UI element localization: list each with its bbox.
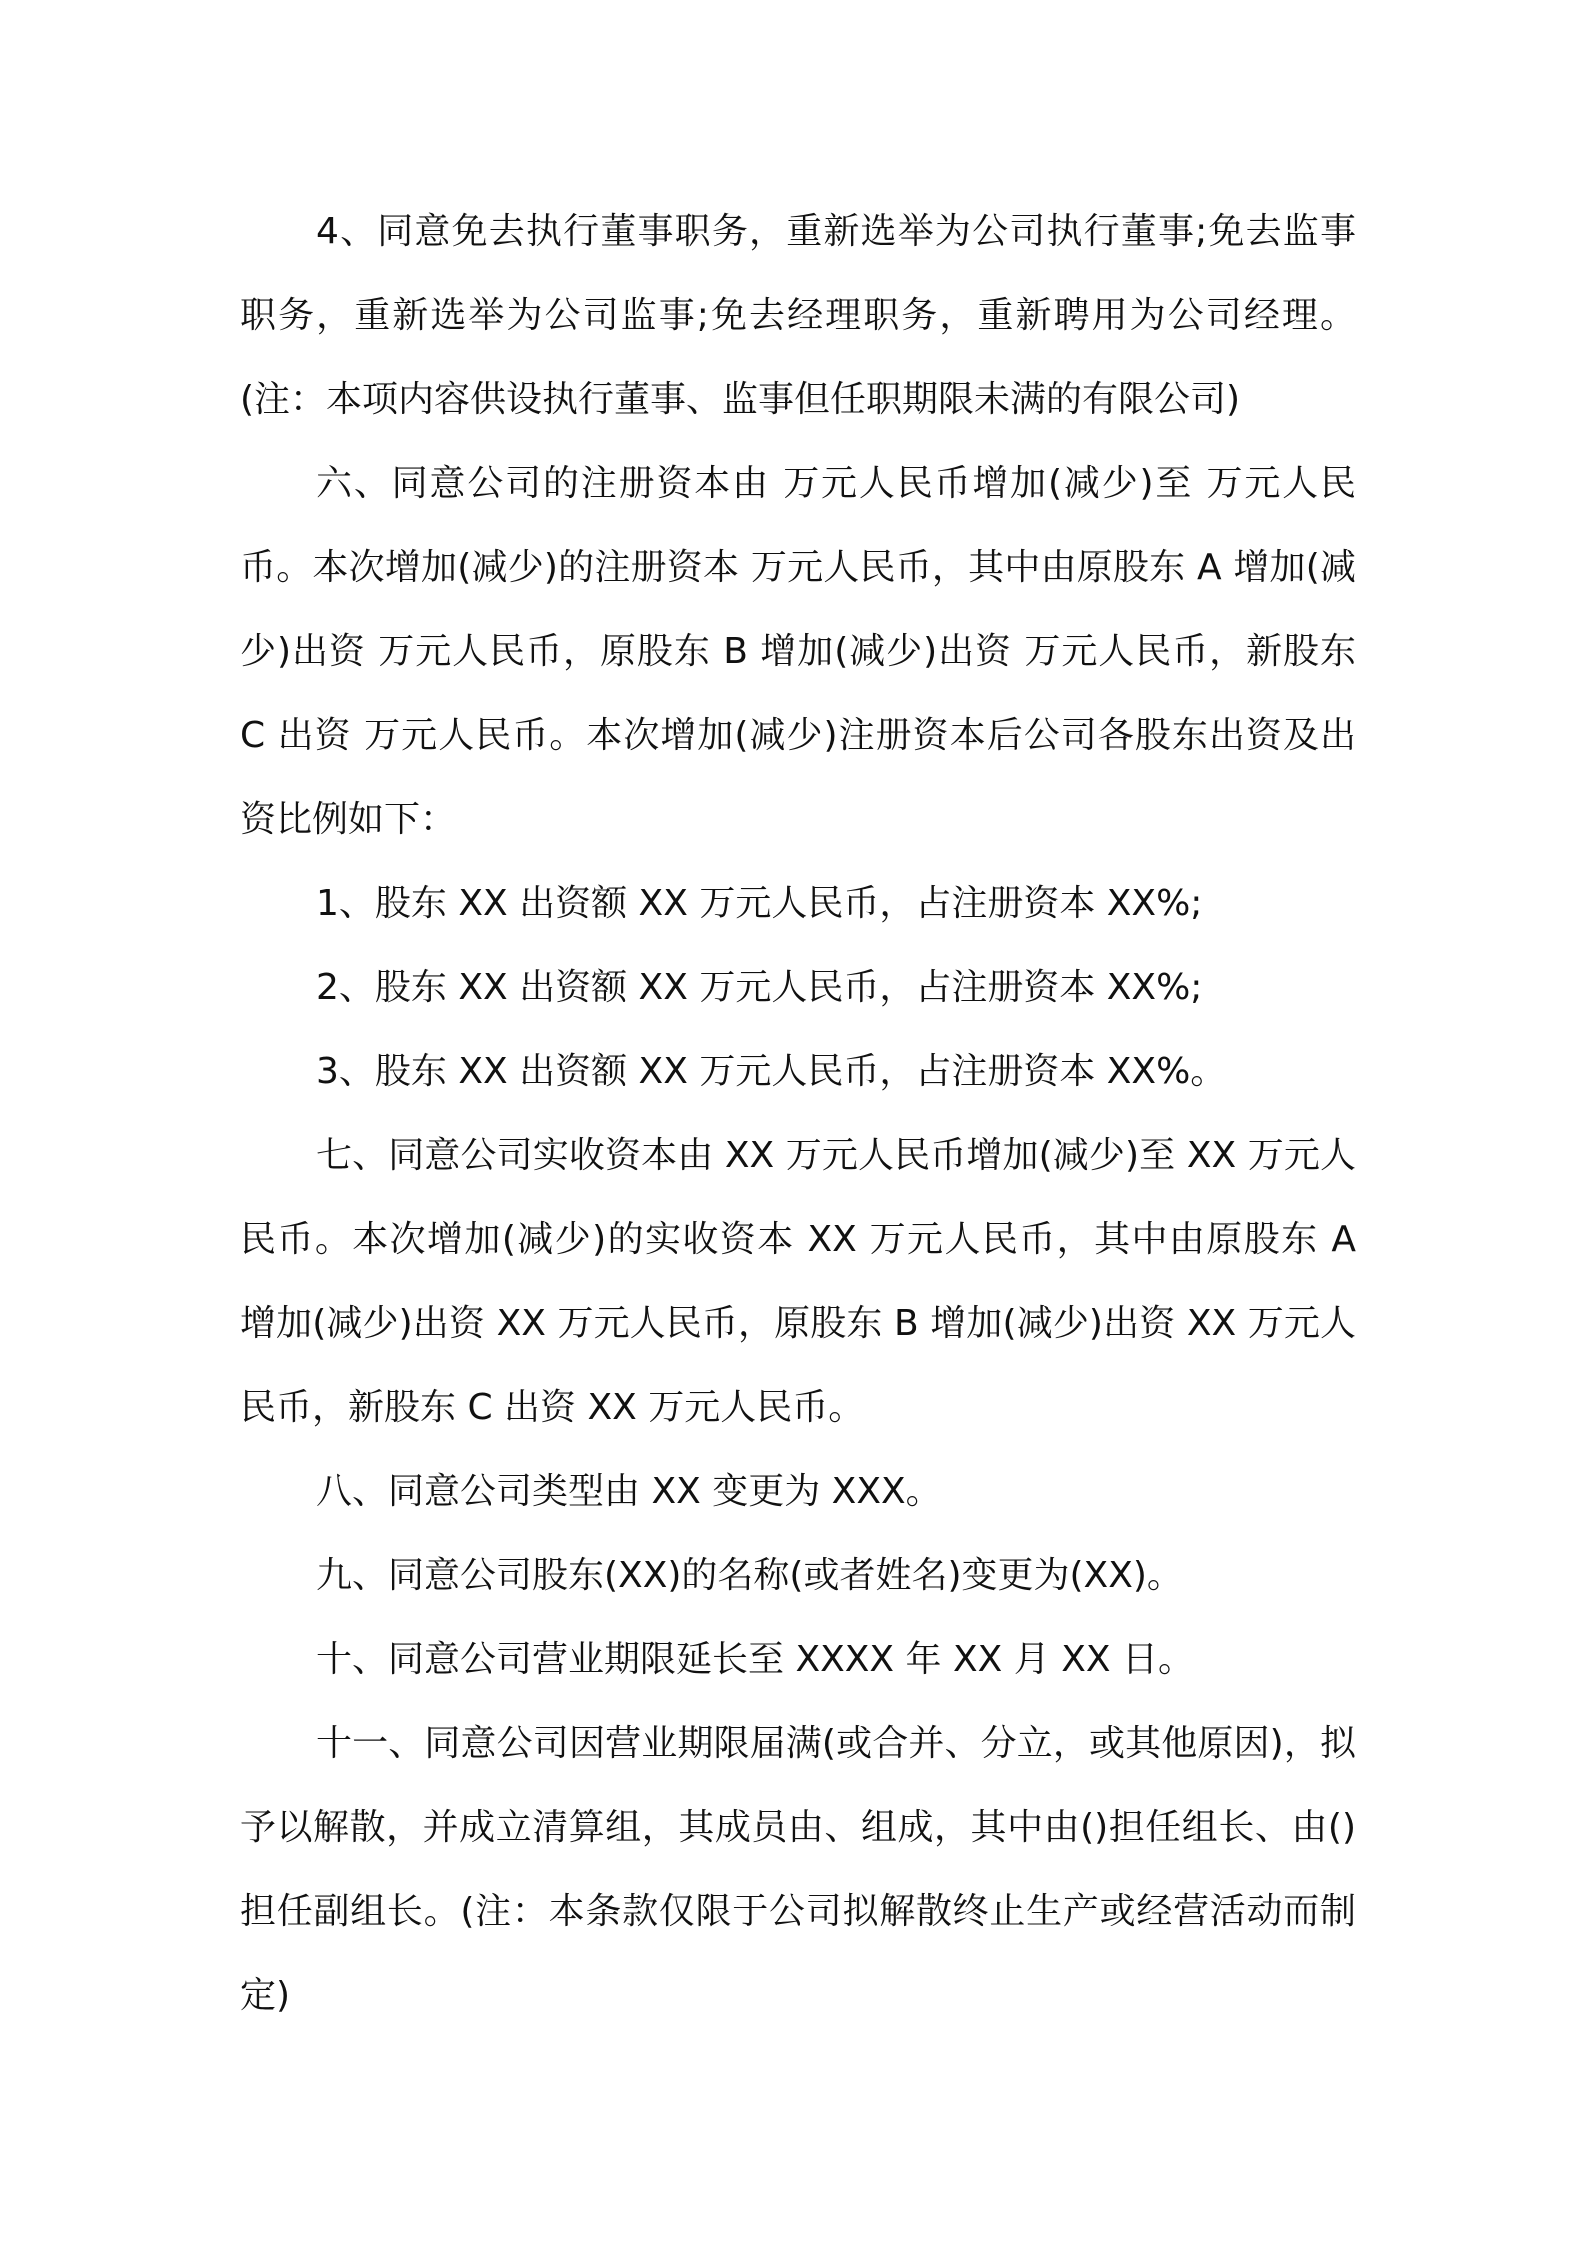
paragraph-section-11: 十一、同意公司因营业期限届满(或合并、分立，或其他原因)，拟予以解散，并成立清算组，其成员由、组成，其中由()担任组长、由()担任副组长。(注：本条款仅限于公司拟解散终止生产或经营活动而制定) [240,1723,1356,2016]
paragraph-section-7: 七、同意公司实收资本由 XX 万元人民币增加(减少)至 XX 万元人民币。本次增加(减少)的实收资本 XX 万元人民币，其中由原股东 A 增加(减少)出资 XX 万元人民币，原股东 B 增加(减少)出资 XX 万元人民币，新股东 C 出资 XX 万元人民币。 [240,1135,1356,1428]
paragraph-section-6: 六、同意公司的注册资本由 万元人民币增加(减少)至 万元人民币。本次增加(减少)的注册资本 万元人民币，其中由原股东 A 增加(减少)出资 万元人民币，原股东 B 增加(减少)出资 万元人民币，新股东 C 出资 万元人民币。本次增加(减少)注册资本后公司各股东出资及出资比例如下： [240,463,1356,840]
paragraph-item-4: 4、同意免去执行董事职务，重新选举为公司执行董事;免去监事职务，重新选举为公司监事;免去经理职务，重新聘用为公司经理。(注：本项内容供设执行董事、监事但任职期限未满的有限公司) [240,211,1356,420]
paragraph-section-10: 十、同意公司营业期限延长至 XXXX 年 XX 月 XX 日。 [316,1639,1194,1680]
paragraph-shareholder-1: 1、股东 XX 出资额 XX 万元人民币，占注册资本 XX%; [316,883,1203,924]
document-body [240,190,1356,2038]
paragraph-section-9: 九、同意公司股东(XX)的名称(或者姓名)变更为(XX)。 [316,1555,1183,1596]
paragraph-section-8: 八、同意公司类型由 XX 变更为 XXX。 [316,1471,942,1512]
paragraph-shareholder-3: 3、股东 XX 出资额 XX 万元人民币，占注册资本 XX%。 [316,1051,1227,1092]
paragraph-shareholder-2: 2、股东 XX 出资额 XX 万元人民币，占注册资本 XX%; [316,967,1203,1008]
